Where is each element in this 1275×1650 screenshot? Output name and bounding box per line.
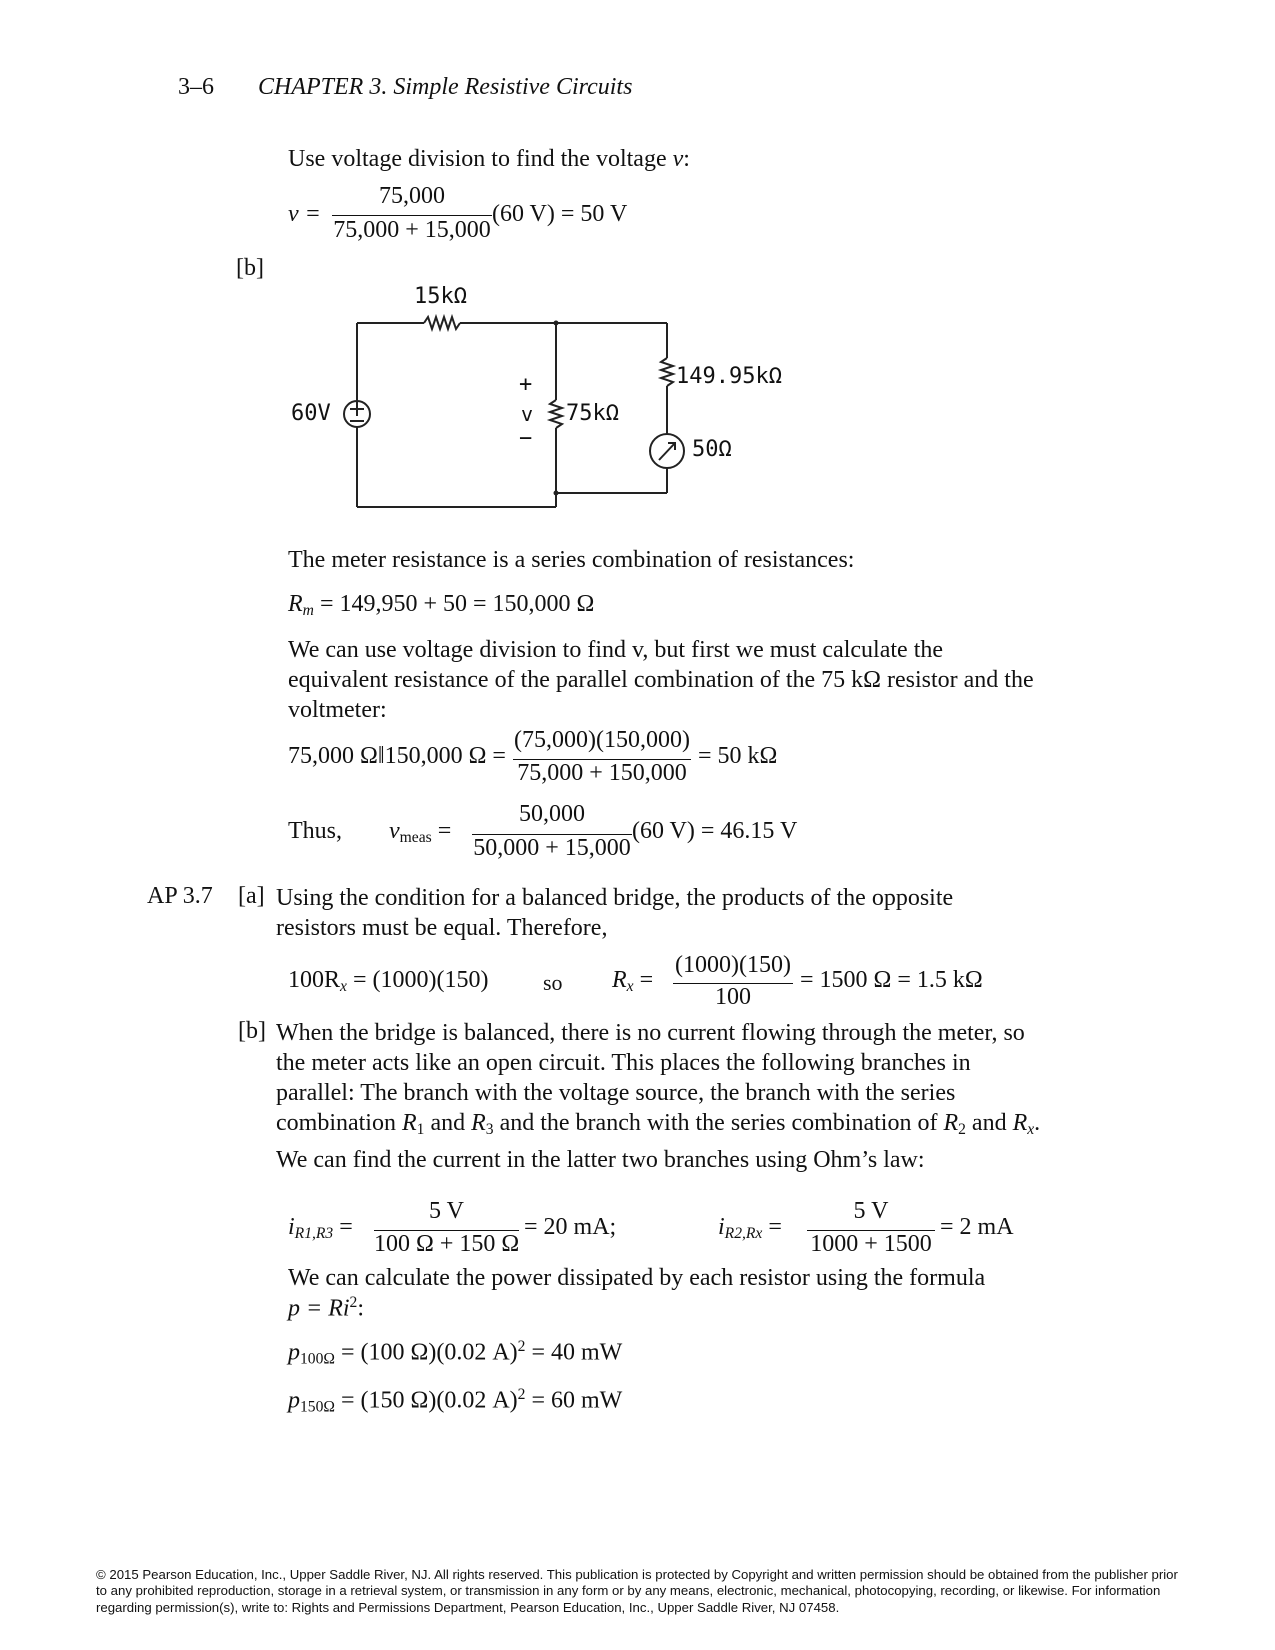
i1-lhs: $i_{R1,R3}$ = — [288, 1214, 353, 1242]
page-number: 3–6 — [178, 74, 214, 100]
rx-rhs: = 1500 Ω = 1.5 kΩ — [800, 967, 983, 993]
copyright-footer: © 2015 Pearson Education, Inc., Upper Saddle River, NJ. All rights reserved. This publication is protected by Copyright and written permission should be obtained from the publisher prior to any prohibited reproduction, storage in a retrieval system, or transmission in any form or by any means, electronic, mechanical, photocopying, recording, or likewise. For information regarding permission(s), write to: Rights and Permissions Department, Pearson Education, Inc., Upper Saddle River, NJ 07458. — [96, 1567, 1178, 1615]
rx-lhs: $R_x$ = — [612, 967, 654, 995]
part-b2-label: [b] — [238, 1018, 266, 1044]
eq-v-lhs: v = — [288, 201, 321, 227]
power-formula: $p = Ri^2$: — [288, 1294, 364, 1322]
eq-v-fraction-bar — [332, 215, 492, 216]
i1-denominator: 100 Ω + 150 Ω — [374, 1231, 520, 1257]
i1-rhs: = 20 mA; — [524, 1214, 617, 1240]
parallel-denominator: 75,000 + 150,000 — [517, 760, 687, 786]
resistor-15k-label: 15kΩ — [414, 284, 467, 309]
problem-label: AP 3.7 — [147, 883, 213, 909]
eq-v-denominator: 75,000 + 15,000 — [333, 217, 491, 243]
vmeas-lhs: $v_{meas}$ = — [389, 818, 452, 846]
meter-needle — [659, 443, 675, 460]
p150-equation: $p_{150\Omega} = (150$ Ω)(0.02 A)$^2$ = 60 mW — [288, 1386, 623, 1416]
resistor-149k-symbol — [661, 358, 673, 386]
i2-rhs: = 2 mA — [940, 1214, 1014, 1240]
so-text: so — [543, 970, 563, 995]
part-b-label: [b] — [236, 255, 264, 281]
resistor-15k-symbol — [424, 317, 460, 329]
parallel-rhs: = 50 kΩ — [698, 743, 778, 769]
vmeas-denominator: 50,000 + 15,000 — [473, 835, 631, 861]
part-b-text: When the bridge is balanced, there is no current flowing through the meter, so the meter acts like an open circuit. This places the following branches in parallel: The branch with the voltage source, the branch with the series combination $R_1$ and $R_3$ and the branch with the series combination of $R_2$ and $R_x$. We can find the current in the latter two branches using Ohm’s law: — [276, 1020, 1041, 1173]
resistor-75k-label: 75kΩ — [566, 401, 619, 426]
voltage-minus-sign: − — [519, 426, 533, 451]
voltage-plus-sign: + — [519, 372, 533, 397]
source-label: 60V — [291, 401, 331, 426]
voltage-label: v — [521, 402, 534, 426]
node-top — [554, 321, 559, 326]
vmeas-numerator: 50,000 — [519, 801, 585, 827]
resistor-149k-label: 149.95kΩ — [676, 364, 782, 389]
part-a-label: [a] — [238, 883, 265, 909]
intro-text: Use voltage division to find the voltage v: — [288, 146, 690, 172]
rm-equation: $R_m = 149,950 + 50 = 150,000$ Ω — [288, 591, 595, 619]
thus-text: Thus, — [288, 818, 342, 844]
meter-resistance-text: The meter resistance is a series combination of resistances: — [288, 547, 855, 573]
i2-numerator: 5 V — [853, 1198, 889, 1224]
i2-denominator: 1000 + 1500 — [810, 1231, 932, 1257]
node-bottom — [554, 491, 559, 496]
circuit-diagram — [270, 280, 830, 520]
i1-numerator: 5 V — [429, 1198, 464, 1224]
eq-v-rhs: (60 V) = 50 V — [492, 201, 628, 227]
bridge-eq-lhs: $100R_x = (1000)(150)$ — [288, 967, 489, 995]
eq-v-numerator: 75,000 — [379, 183, 445, 209]
chapter-title: CHAPTER 3. Simple Resistive Circuits — [258, 74, 633, 100]
part-a-text: Using the condition for a balanced bridge, the products of the opposite resistors must be equal. Therefore, — [276, 885, 954, 941]
parallel-lhs: 75,000 Ω‖150,000 Ω = — [288, 743, 506, 769]
rx-denominator: 100 — [715, 984, 751, 1010]
resistor-75k-symbol — [550, 400, 562, 428]
parallel-intro-text: We can use voltage division to find v, but first we must calculate the equivalent resistance of the parallel combination of the 75 kΩ resistor and the voltmeter: — [288, 637, 1034, 723]
parallel-numerator: (75,000)(150,000) — [514, 727, 690, 753]
rx-numerator: (1000)(150) — [675, 952, 791, 978]
vmeas-rhs: (60 V) = 46.15 V — [632, 818, 798, 844]
power-text: We can calculate the power dissipated by each resistor using the formula — [288, 1265, 986, 1291]
p100-equation: $p_{100\Omega} = (100$ Ω)(0.02 A)$^2$ = 40 mW — [288, 1338, 623, 1368]
meter-resistance-label: 50Ω — [692, 437, 732, 462]
i2-lhs: $i_{R2,Rx}$ = — [718, 1214, 782, 1242]
